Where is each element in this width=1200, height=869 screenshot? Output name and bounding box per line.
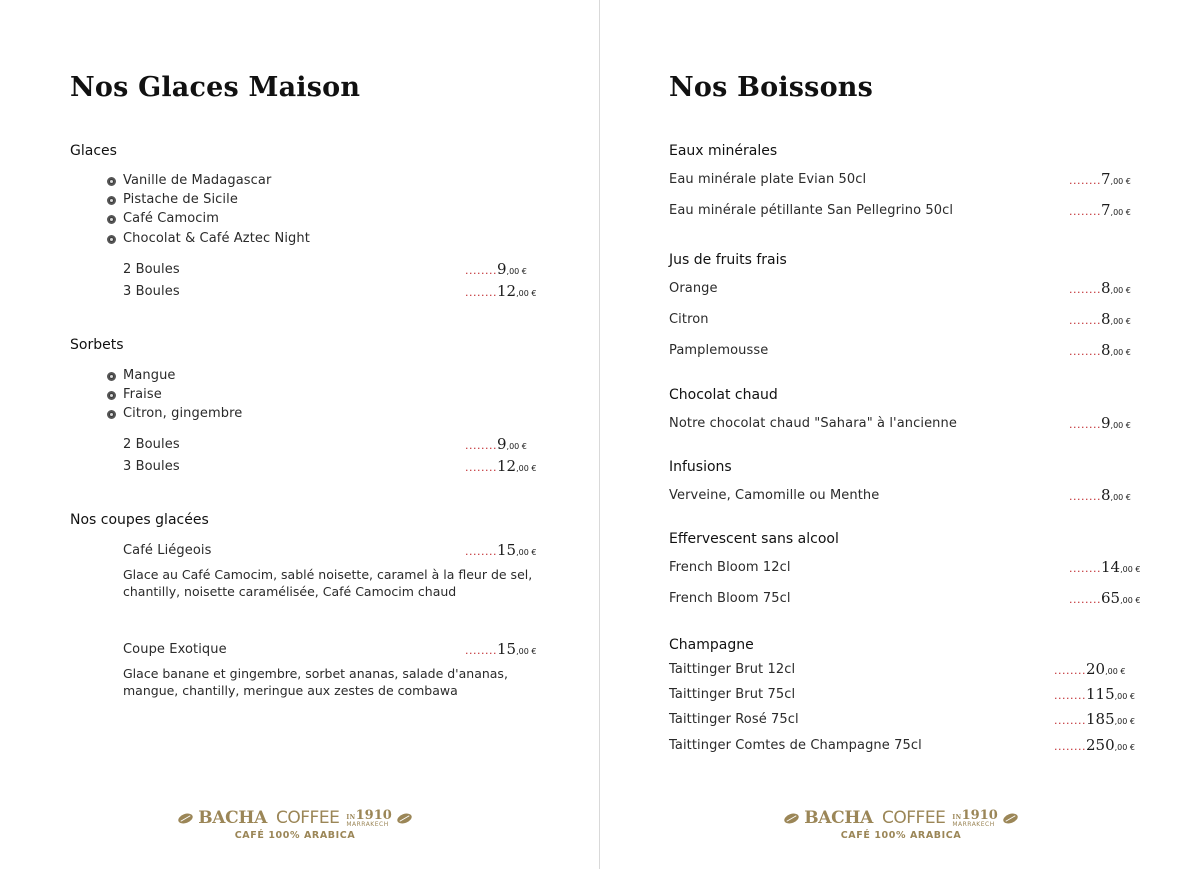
price-value: ........15,00 €: [465, 640, 537, 658]
section-title: Champagne: [669, 637, 754, 653]
price-value: ........185,00 €: [1054, 710, 1135, 728]
bacha-coffee-logo: BACHA COFFEE IN1910 MARRAKECH CAFÉ 100% ARABICA: [778, 808, 1024, 848]
coffee-bean-icon: [783, 811, 800, 825]
price-value: ........8,00 €: [1069, 486, 1131, 504]
drink-item: Taittinger Brut 12cl: [669, 662, 796, 677]
price-value: ........12,00 €: [465, 457, 537, 475]
price-value: ........115,00 €: [1054, 685, 1135, 703]
drink-item: Notre chocolat chaud "Sahara" à l'ancienne: [669, 416, 957, 431]
drink-item: Verveine, Camomille ou Menthe: [669, 488, 880, 503]
flavour-item: Café Camocim: [123, 211, 220, 226]
section-title: Eaux minérales: [669, 143, 778, 159]
drink-item: French Bloom 75cl: [669, 591, 791, 606]
page-title: Nos Glaces Maison: [70, 72, 361, 103]
coupe-description: Glace banane et gingembre, sorbet ananas, salade d'ananas, mangue, chantilly, meringue aux zestes de combawa: [123, 666, 508, 698]
price-value: ........8,00 €: [1069, 279, 1131, 297]
bullet-icon: [107, 177, 116, 186]
price-value: ........250,00 €: [1054, 736, 1135, 754]
price-value: ........9,00 €: [1069, 414, 1131, 432]
drink-item: Taittinger Comtes de Champagne 75cl: [669, 738, 922, 753]
section-title: Jus de fruits frais: [669, 252, 787, 268]
section-title: Chocolat chaud: [669, 387, 778, 403]
price-value: ........8,00 €: [1069, 310, 1131, 328]
drink-item: Taittinger Brut 75cl: [669, 687, 796, 702]
price-value: ........8,00 €: [1069, 341, 1131, 359]
page-title: Nos Boissons: [669, 72, 874, 103]
drink-item: French Bloom 12cl: [669, 560, 791, 575]
price-value: ........15,00 €: [465, 541, 537, 559]
bullet-icon: [107, 391, 116, 400]
coffee-bean-icon: [396, 811, 413, 825]
price-value: ........20,00 €: [1054, 660, 1126, 678]
coupe-description: Glace au Café Camocim, sablé noisette, caramel à la fleur de sel, chantilly, noisette caramélisée, Café Camocim chaud: [123, 567, 533, 599]
coffee-bean-icon: [1002, 811, 1019, 825]
section-title-glaces: Glaces: [70, 143, 117, 159]
drink-item: Citron: [669, 312, 709, 327]
price-label: 2 Boules: [123, 437, 180, 452]
flavour-item: Citron, gingembre: [123, 406, 243, 421]
page-boissons: [600, 0, 1200, 869]
bacha-coffee-logo: BACHA COFFEE IN1910 MARRAKECH CAFÉ 100% ARABICA: [172, 808, 418, 848]
drink-item: Orange: [669, 281, 718, 296]
price-value: ........7,00 €: [1069, 201, 1131, 219]
flavour-item: Fraise: [123, 387, 162, 402]
section-title-coupes: Nos coupes glacées: [70, 512, 209, 528]
price-label: 2 Boules: [123, 262, 180, 277]
flavour-item: Chocolat & Café Aztec Night: [123, 231, 310, 246]
flavour-item: Pistache de Sicile: [123, 192, 238, 207]
price-value: ........9,00 €: [465, 435, 527, 453]
price-value: ........7,00 €: [1069, 170, 1131, 188]
section-title: Effervescent sans alcool: [669, 531, 839, 547]
coupe-name: Café Liégeois: [123, 543, 212, 558]
price-value: ........12,00 €: [465, 282, 537, 300]
bullet-icon: [107, 235, 116, 244]
coupe-name: Coupe Exotique: [123, 642, 227, 657]
bullet-icon: [107, 215, 116, 224]
flavour-item: Vanille de Madagascar: [123, 173, 272, 188]
coffee-bean-icon: [177, 811, 194, 825]
bullet-icon: [107, 410, 116, 419]
bullet-icon: [107, 196, 116, 205]
drink-item: Eau minérale plate Evian 50cl: [669, 172, 867, 187]
drink-item: Taittinger Rosé 75cl: [669, 712, 799, 727]
price-value: ........9,00 €: [465, 260, 527, 278]
drink-item: Eau minérale pétillante San Pellegrino 50cl: [669, 203, 954, 218]
price-label: 3 Boules: [123, 459, 180, 474]
bullet-icon: [107, 372, 116, 381]
flavour-item: Mangue: [123, 368, 176, 383]
section-title: Infusions: [669, 459, 732, 475]
price-label: 3 Boules: [123, 284, 180, 299]
section-title-sorbets: Sorbets: [70, 337, 124, 353]
price-value: ........14,00 €: [1069, 558, 1141, 576]
price-value: ........65,00 €: [1069, 589, 1141, 607]
drink-item: Pamplemousse: [669, 343, 769, 358]
